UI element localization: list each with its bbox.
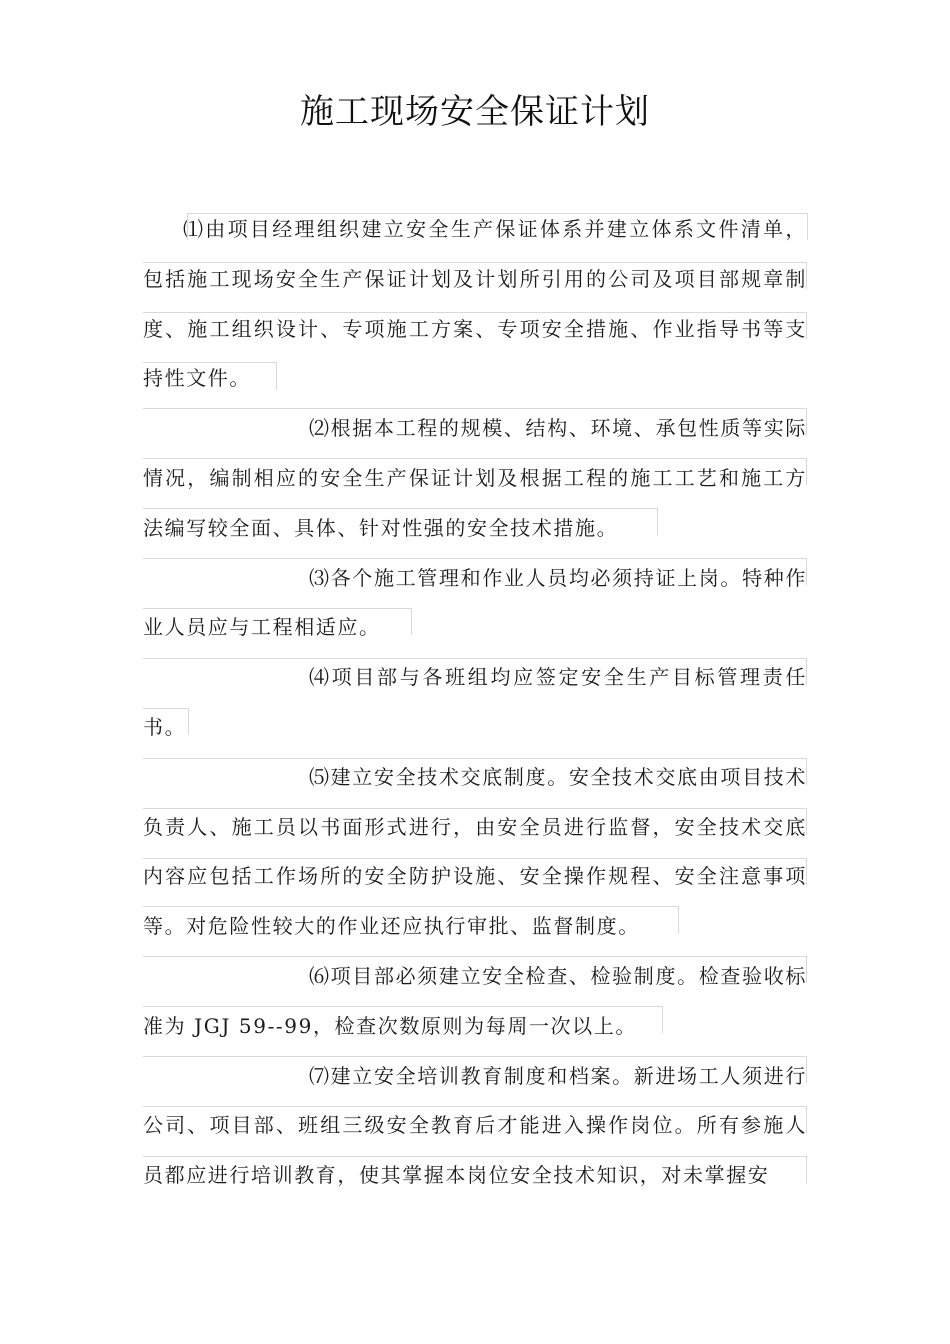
paragraph-6: ⑹项目部必须建立安全检查、检验制度。检查验收标准为 JGJ 59--99，检查次数原则为每周一次以上。 <box>143 963 807 1038</box>
document-body <box>143 205 807 1201</box>
paragraph-3: ⑶各个施工管理和作业人员均必须持证上岗。特种作业人员应与工程相适应。 <box>143 565 807 640</box>
paragraph-2: ⑵根据本工程的规模、结构、环境、承包性质等实际情况，编制相应的安全生产保证计划及根据工程的施工工艺和施工方法编写较全面、具体、针对性强的安全技术措施。 <box>143 416 807 540</box>
paragraph-5: ⑸建立安全技术交底制度。安全技术交底由项目技术负责人、施工员以书面形式进行，由安全员进行监督，安全技术交底内容应包括工作场所的安全防护设施、安全操作规程、安全注意事项等。对危险性较大的作业还应执行审批、监督制度。 <box>143 764 807 939</box>
document-title: 施工现场安全保证计划 <box>300 92 650 132</box>
paragraph-4: ⑷项目部与各班组均应签定安全生产目标管理责任书。 <box>143 665 807 739</box>
paragraph-1: ⑴由项目经理组织建立安全生产保证体系并建立体系文件清单，包括施工现场安全生产保证计划及计划所引用的公司及项目部规章制度、施工组织设计、专项施工方案、专项安全措施、作业指导书等支持性文件。 <box>143 217 807 391</box>
paragraph-7: ⑺建立安全培训教育制度和档案。新进场工人须进行公司、项目部、班组三级安全教育后才能进入操作岗位。所有参施人员都应进行培训教育，使其掌握本岗位安全技术知识，对未掌握安 <box>143 1063 807 1188</box>
